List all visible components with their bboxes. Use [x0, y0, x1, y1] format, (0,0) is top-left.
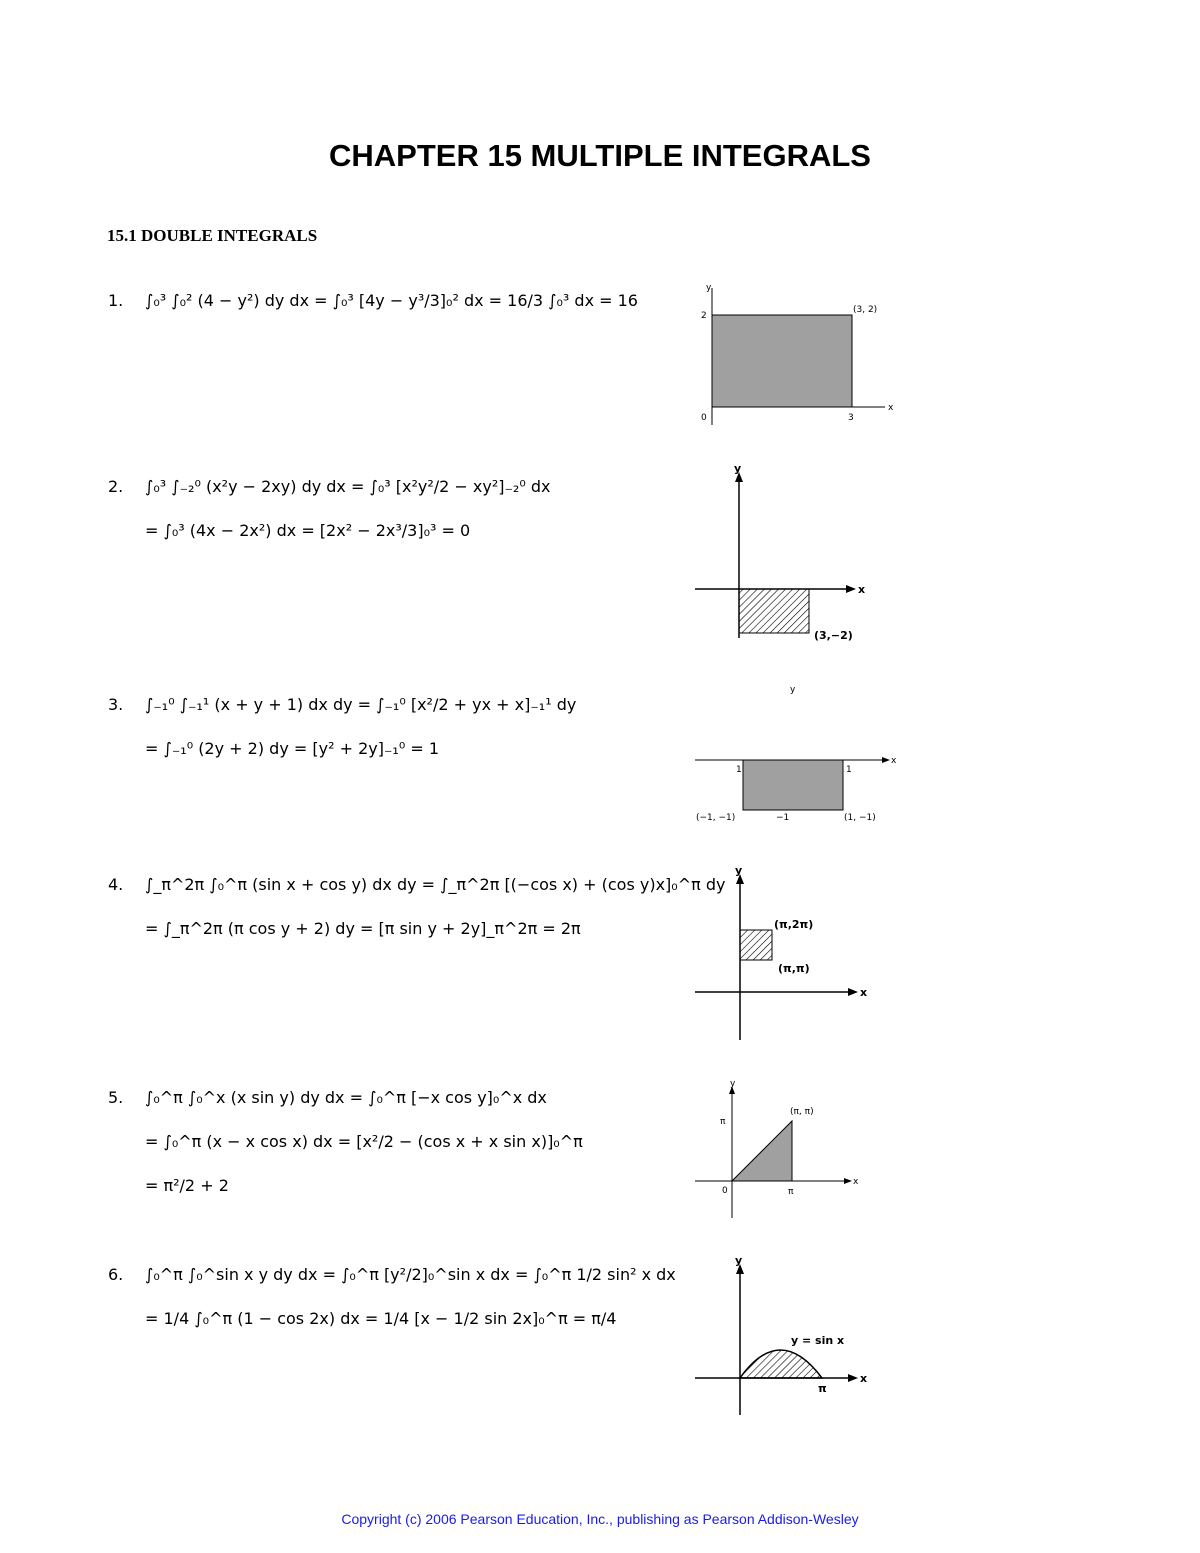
y-tick-label: 2 — [701, 311, 707, 321]
x-axis-label: x — [860, 1372, 868, 1385]
tick-left-label: 1 — [736, 765, 742, 775]
equation-line: = ∫₀^π (x − x cos x) dx = [x²/2 − (cos x + x sin x)]₀^π — [145, 1131, 583, 1151]
figure-4-svg — [690, 860, 890, 1045]
equation-line: = ∫_π^2π (π cos y + 2) dy = [π sin y + 2y]_π^2π = 2π — [145, 918, 581, 938]
x-axis-label: x — [888, 403, 894, 413]
equation-line: = ∫₋₁⁰ (2y + 2) dy = [y² + 2y]₋₁⁰ = 1 — [145, 738, 439, 758]
corner-label: (3,−2) — [814, 629, 853, 642]
x-axis-arrow — [848, 1374, 858, 1382]
problem-3 — [108, 682, 576, 770]
shaded-region — [743, 760, 843, 810]
figure-6 — [690, 1250, 890, 1424]
x-axis-arrow — [844, 1178, 852, 1184]
x-axis-label: x — [860, 986, 868, 999]
equation-line: ∫₀^π ∫₀^sin x y dy dx = ∫₀^π [y²/2]₀^sin x dx = ∫₀^π 1/2 sin² x dx — [145, 1264, 676, 1284]
pi-y-label: π — [720, 1117, 726, 1127]
figure-2 — [690, 458, 890, 652]
problem-1 — [108, 278, 638, 322]
y-axis-label: y — [734, 462, 742, 475]
copyright-footer: Copyright (c) 2006 Pearson Education, Inc., publishing as Pearson Addison-Wesley — [341, 1511, 859, 1527]
tick-right-label: 1 — [846, 765, 852, 775]
figure-1 — [690, 280, 910, 434]
shaded-region — [712, 315, 852, 407]
problem-5 — [108, 1075, 583, 1207]
chapter-title: CHAPTER 15 MULTIPLE INTEGRALS — [329, 138, 871, 173]
shaded-region — [739, 589, 809, 633]
x-axis-label: x — [858, 583, 866, 596]
y-axis-label: y — [730, 1079, 736, 1089]
equation-line: ∫_π^2π ∫₀^π (sin x + cos y) dx dy = ∫_π^2π [(−cos x) + (cos y)x]₀^π dy — [145, 874, 726, 894]
equation-line: = π²/2 + 2 — [145, 1175, 229, 1195]
mid-label: −1 — [776, 813, 790, 823]
problem-4 — [108, 862, 725, 950]
shaded-region — [740, 1350, 822, 1378]
problem-number: 6. — [108, 1264, 124, 1284]
y-axis-label: y — [735, 1254, 743, 1267]
shaded-region — [740, 930, 772, 960]
y-axis-label: y — [706, 283, 712, 293]
figure-1-svg — [690, 280, 910, 430]
equation-line: ∫₀³ ∫₋₂⁰ (x²y − 2xy) dy dx = ∫₀³ [x²y²/2 − xy²]₋₂⁰ dx — [145, 476, 551, 496]
problem-number: 3. — [108, 694, 124, 714]
left-corner-label: (−1, −1) — [696, 813, 736, 823]
figure-2-svg — [690, 458, 890, 648]
pi-x-label: π — [788, 1187, 794, 1197]
problem-number: 2. — [108, 476, 124, 496]
curve-label: y = sin x — [791, 1334, 845, 1347]
figure-4 — [690, 860, 890, 1049]
figure-5-svg — [690, 1078, 890, 1223]
x-axis-arrow — [882, 757, 890, 763]
x-axis-arrow — [846, 585, 856, 593]
problem-number: 5. — [108, 1087, 124, 1107]
corner-label: (3, 2) — [853, 305, 878, 315]
problem-2 — [108, 464, 550, 552]
equation-line: = 1/4 ∫₀^π (1 − cos 2x) dx = 1/4 [x − 1/2 sin 2x]₀^π = π/4 — [145, 1308, 617, 1328]
figure-5 — [690, 1078, 890, 1227]
figure-6-svg — [690, 1250, 890, 1420]
x-axis-arrow — [848, 988, 858, 996]
problem-number: 4. — [108, 874, 124, 894]
shaded-region — [732, 1121, 792, 1181]
figure-3-svg — [690, 680, 910, 830]
top-corner-label: (π,2π) — [774, 918, 814, 931]
point-label: (π, π) — [790, 1107, 814, 1117]
pi-x-label: π — [818, 1382, 827, 1395]
x-tick-label: 3 — [848, 413, 854, 423]
equation-line: ∫₀³ ∫₀² (4 − y²) dy dx = ∫₀³ [4y − y³/3]₀² dx = 16/3 ∫₀³ dx = 16 — [145, 290, 638, 310]
section-title: 15.1 DOUBLE INTEGRALS — [107, 226, 318, 245]
origin-label: 0 — [722, 1186, 728, 1196]
equation-line: = ∫₀³ (4x − 2x²) dx = [2x² − 2x³/3]₀³ = 0 — [145, 520, 471, 540]
y-axis-label: y — [790, 685, 796, 695]
y-axis-label: y — [735, 864, 743, 877]
equation-line: ∫₋₁⁰ ∫₋₁¹ (x + y + 1) dx dy = ∫₋₁⁰ [x²/2 + yx + x]₋₁¹ dy — [145, 694, 577, 714]
bottom-corner-label: (π,π) — [778, 962, 810, 975]
right-corner-label: (1, −1) — [844, 813, 876, 823]
x-axis-label: x — [891, 756, 897, 766]
problem-number: 1. — [108, 290, 124, 310]
x-axis-label: x — [853, 1177, 859, 1187]
origin-label: 0 — [701, 413, 707, 423]
problem-6 — [108, 1252, 676, 1340]
figure-3 — [690, 680, 910, 834]
equation-line: ∫₀^π ∫₀^x (x sin y) dy dx = ∫₀^π [−x cos y]₀^x dx — [145, 1087, 547, 1107]
